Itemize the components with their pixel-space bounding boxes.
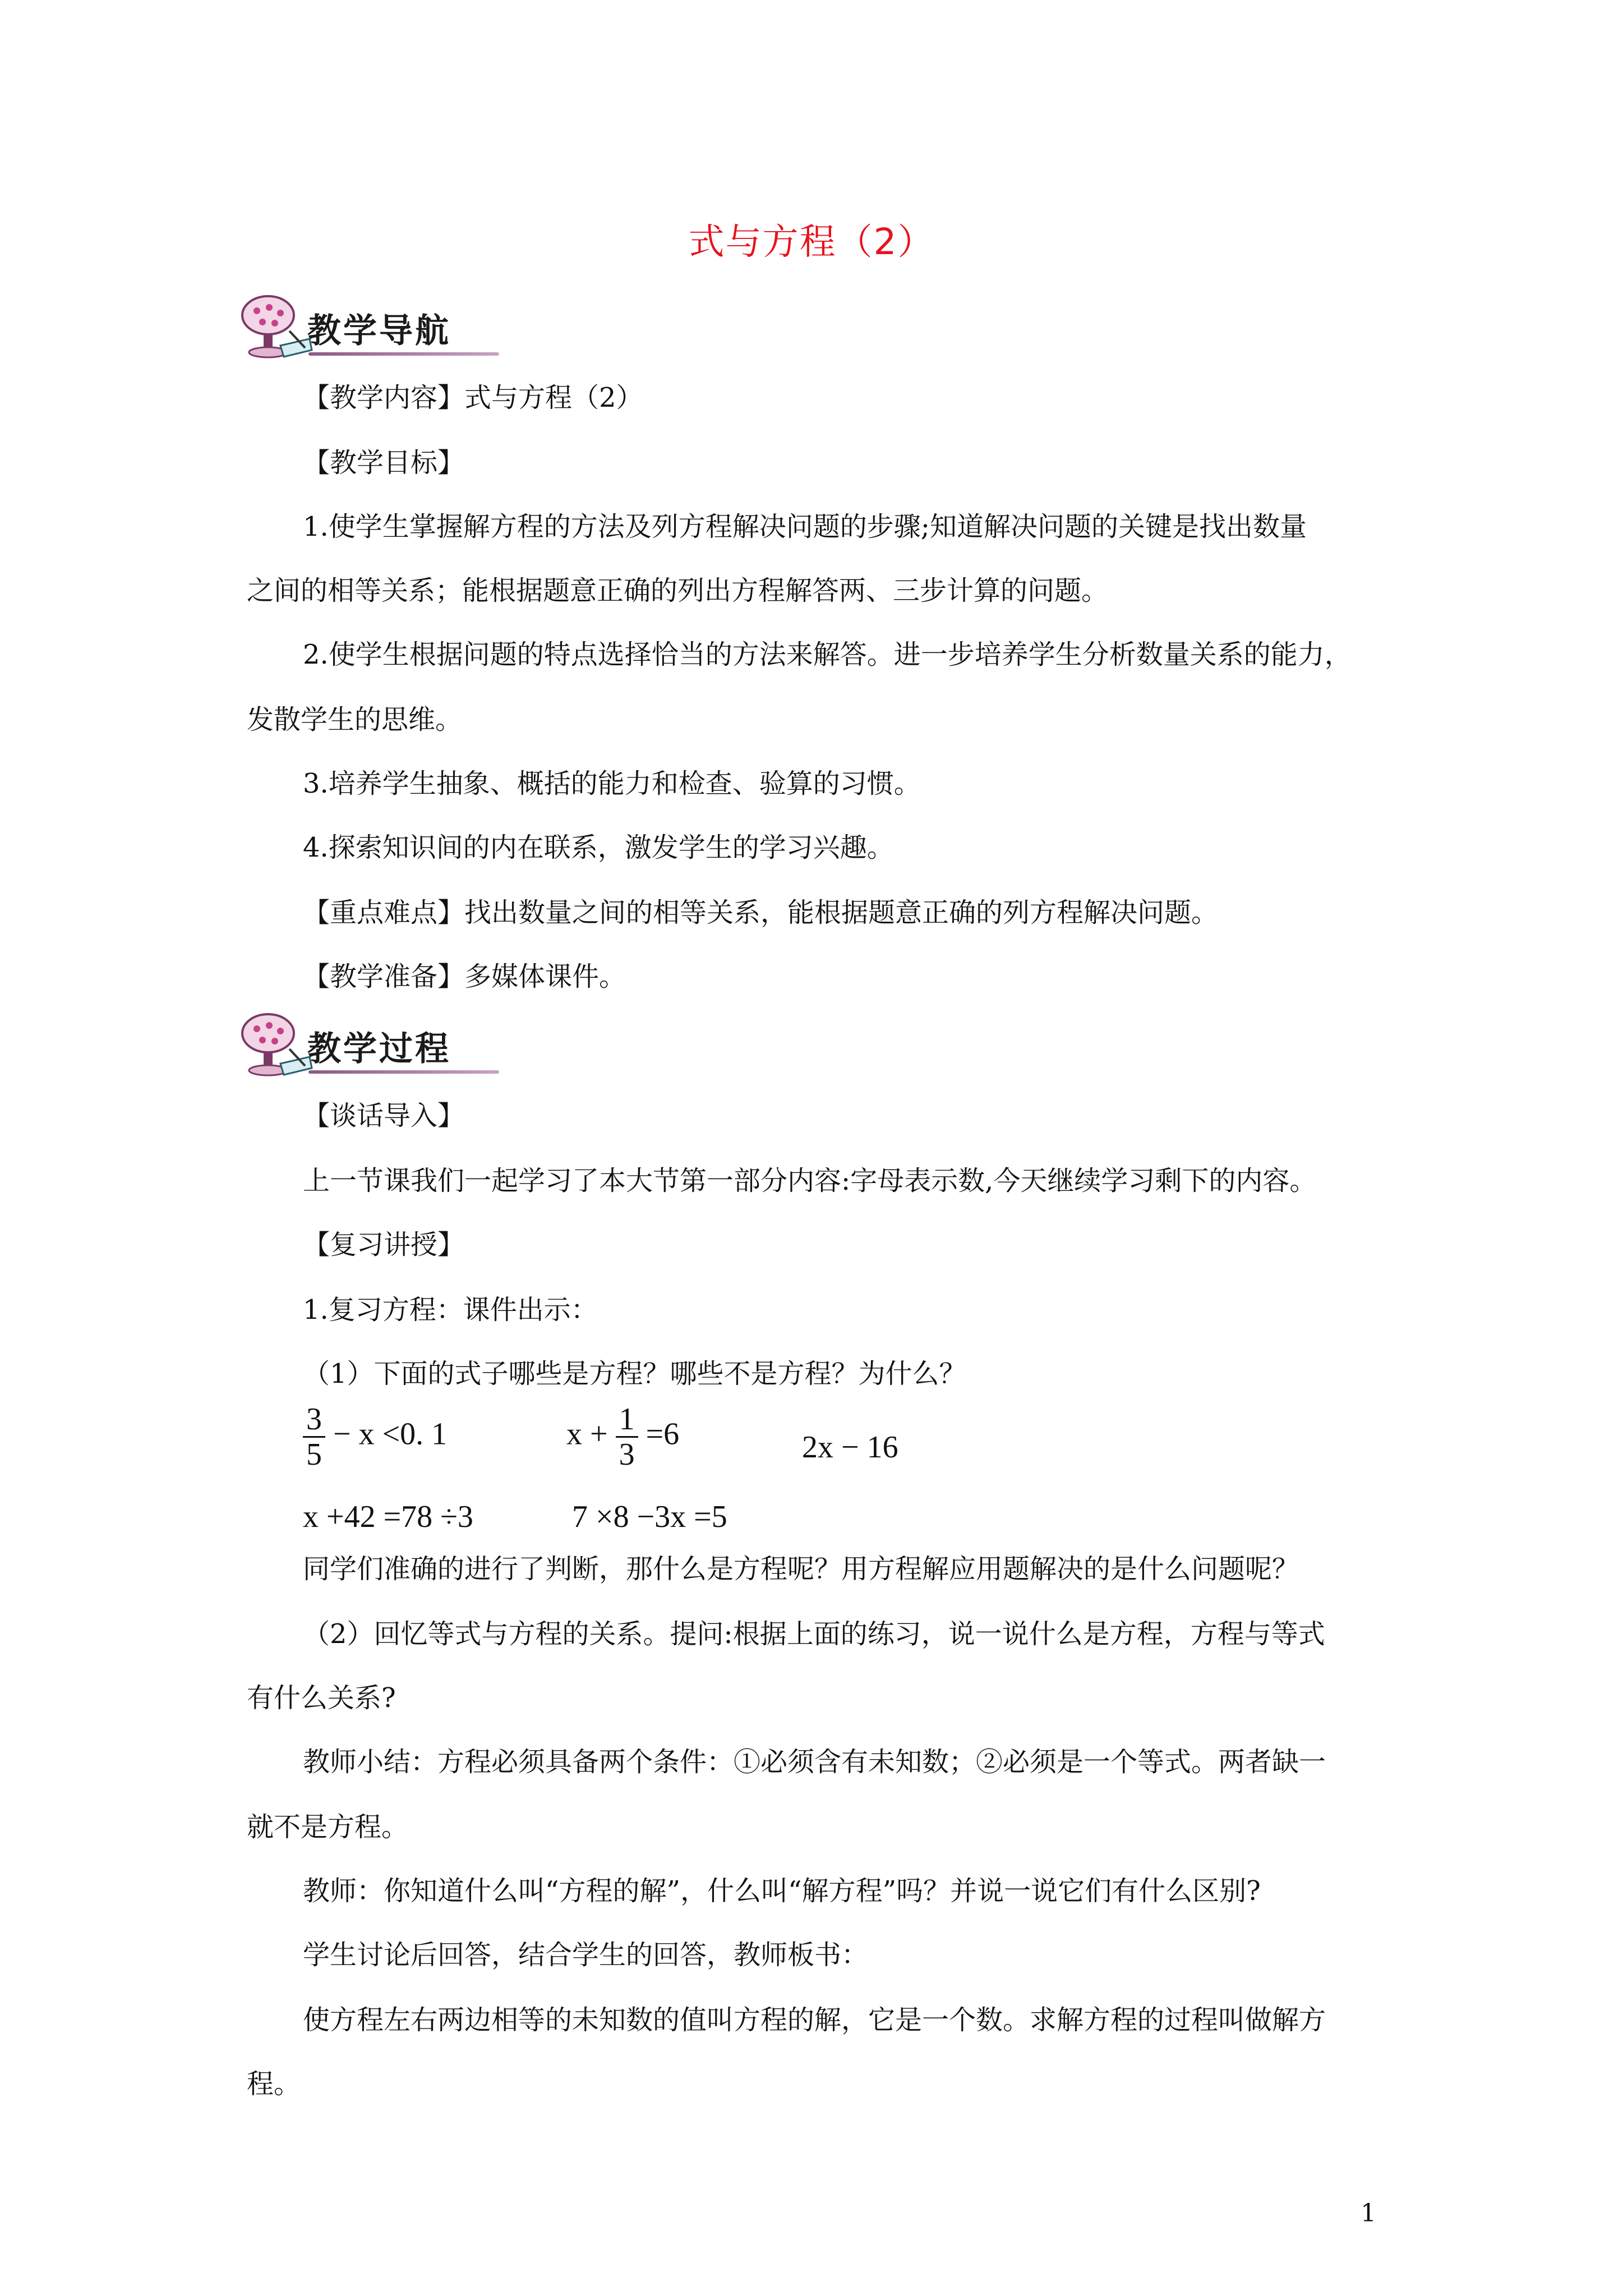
lamp-book-icon xyxy=(236,1010,314,1083)
expression-1: $\frac{3}{5}$ − x <0. 1 xyxy=(303,1402,447,1471)
fraction: $\frac{1}{3}$ xyxy=(616,1402,638,1471)
preparation: 【教学准备】多媒体课件。 xyxy=(303,961,626,992)
question-2-line-1: （2）回忆等式与方程的关系。提问:根据上面的练习，说一说什么是方程，方程与等式 xyxy=(303,1618,1325,1650)
question-1: （1）下面的式子哪些是方程？哪些不是方程？为什么？ xyxy=(303,1358,966,1389)
goal-2-line-1: 2.使学生根据问题的特点选择恰当的方法来解答。进一步培养学生分析数量关系的能力， xyxy=(303,639,1352,670)
expression-4: x +42 =78 ÷3 xyxy=(303,1499,473,1534)
page-title: 式与方程（2） xyxy=(688,222,935,263)
key-points: 【重点难点】找出数量之间的相等关系，能根据题意正确的列方程解决问题。 xyxy=(303,897,1219,928)
section-underline xyxy=(308,1070,499,1074)
judge-text: 同学们准确的进行了判断，那什么是方程呢？用方程解应用题解决的是什么问题呢？ xyxy=(303,1553,1299,1585)
goal-3: 3.培养学生抽象、概括的能力和检查、验算的习惯。 xyxy=(303,768,921,799)
goal-1-line-2: 之间的相等关系；能根据题意正确的列出方程解答两、三步计算的问题。 xyxy=(247,575,1109,606)
section-label: 教学过程 xyxy=(307,1029,451,1069)
section-header-teaching-process xyxy=(236,1010,494,1083)
section-label: 教学导航 xyxy=(307,311,451,351)
definition-line-1: 使方程左右两边相等的未知数的值叫方程的解，它是一个数。求解方程的过程叫做解方 xyxy=(303,2004,1326,2036)
review-heading: 【复习讲授】 xyxy=(303,1229,465,1260)
page-number: 1 xyxy=(1361,2199,1376,2228)
goal-1-line-1: 1.使学生掌握解方程的方法及列方程解决问题的步骤;知道解决问题的关键是找出数量 xyxy=(303,511,1307,542)
goal-2-line-2: 发散学生的思维。 xyxy=(247,704,463,735)
summary-line-1: 教师小结：方程必须具备两个条件：①必须含有未知数；②必须是一个等式。两者缺一 xyxy=(303,1746,1326,1778)
teaching-content: 【教学内容】式与方程（2） xyxy=(303,382,643,413)
review-item-1: 1.复习方程：课件出示： xyxy=(303,1294,598,1326)
definition-line-2: 程。 xyxy=(247,2068,301,2100)
summary-line-2: 就不是方程。 xyxy=(247,1811,409,1843)
section-underline xyxy=(308,352,499,356)
goal-4: 4.探索知识间的内在联系，激发学生的学习兴趣。 xyxy=(303,832,894,863)
teacher-question: 教师：你知道什么叫“方程的解”，什么叫“解方程”吗？并说一说它们有什么区别? xyxy=(303,1875,1261,1907)
question-2-line-2: 有什么关系? xyxy=(247,1682,396,1714)
section-header-teaching-nav xyxy=(236,292,494,365)
intro-heading: 【谈话导入】 xyxy=(303,1100,465,1131)
fraction: $\frac{3}{5}$ xyxy=(303,1402,325,1471)
intro-text: 上一节课我们一起学习了本大节第一部分内容:字母表示数,今天继续学习剩下的内容。 xyxy=(303,1165,1317,1197)
expression-3: 2x − 16 xyxy=(802,1430,898,1465)
lamp-book-icon xyxy=(236,292,314,365)
expression-5: 7 ×8 −3x =5 xyxy=(572,1499,727,1534)
students-answer: 学生讨论后回答，结合学生的回答，教师板书： xyxy=(303,1939,869,1971)
goals-heading: 【教学目标】 xyxy=(303,447,465,478)
expression-2: x + $\frac{1}{3}$ =6 xyxy=(566,1402,680,1472)
